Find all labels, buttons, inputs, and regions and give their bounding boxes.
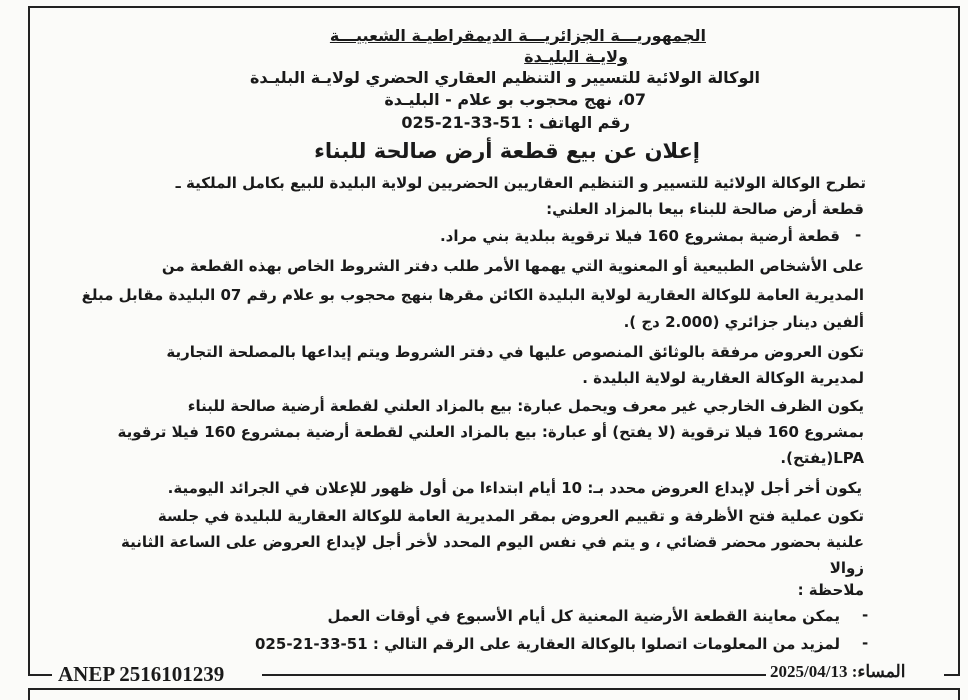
header-republic: الجمهوريـــة الجزائريـــة الديمقراطيـة الشعبيـــة bbox=[329, 26, 706, 45]
body-p5b: بمشروع 160 فيلا ترقوية (لا يفتح) أو عبارة: بيع بالمزاد العلني لقطعة أرضية بمشروع 160 فيلا ترقوية bbox=[117, 423, 864, 441]
body-p7b: علنية بحضور محضر قضائي ، و يتم في نفس اليوم المحدد لأخر أجل لإيداع العروض على الساعة الثانية bbox=[121, 533, 864, 551]
bullet-plot: قطعة أرضية بمشروع 160 فيلا ترقوية ببلدية بني مراد. bbox=[439, 227, 840, 245]
body-intro: تطرح الوكالة الولائية للتسيير و التنظيم العقاريين الحضريين لولاية البليدة للبيع بكامل الملكية ـ bbox=[175, 174, 866, 192]
body-p3b: المديرية العامة للوكالة العقارية لولاية البليدة الكائن مقرها بنهج محجوب بو علام رقم 07 البليدة مقابل مبلغ bbox=[81, 286, 864, 304]
body-p7c: زوالا bbox=[829, 559, 864, 577]
publication-date: المساء: 2025/04/13 bbox=[770, 662, 906, 681]
body-p7a: تكون عملية فتح الأظرفة و تقييم العروض بمقر المديرية العامة للوكالة العقارية للبليدة في جلسة bbox=[157, 507, 864, 525]
bullet-dash: - bbox=[862, 606, 869, 624]
announcement-title: إعلان عن بيع قطعة أرض صالحة للبناء bbox=[314, 139, 700, 163]
footer-rule-left bbox=[30, 674, 52, 676]
footer-rule-middle bbox=[262, 674, 766, 676]
bullet-dash: - bbox=[862, 634, 869, 652]
body-p5c: LPA(يفتح). bbox=[780, 449, 864, 467]
body-p4b: لمديرية الوكالة العقارية لولاية البليدة . bbox=[582, 369, 864, 387]
note-label: ملاحظة : bbox=[797, 581, 864, 599]
bullet-contact: لمزيد من المعلومات اتصلوا بالوكالة العقارية على الرقم التالي : 51-33-21-025 bbox=[255, 635, 840, 653]
header-address: 07، نهج محجوب بو علام - البليـدة bbox=[384, 90, 646, 109]
body-plot-auction: قطعة أرض صالحة للبناء بيعا بالمزاد العلني: bbox=[546, 200, 864, 218]
body-p4a: تكون العروض مرفقة بالوثائق المنصوص عليها في دفتر الشروط ويتم إيداعها بالمصلحة التجارية bbox=[166, 343, 864, 361]
bullet-inspection: يمكن معاينة القطعة الأرضية المعنية كل أيام الأسبوع في أوقات العمل bbox=[327, 607, 840, 625]
header-wilaya: ولايـة البليـدة bbox=[524, 47, 628, 66]
body-p3c: ألفين دينار جزائري (2.000 دج ). bbox=[623, 313, 864, 331]
body-p5a: يكون الظرف الخارجي غير معرف ويحمل عبارة: بيع بالمزاد العلني لقطعة أرضية صالحة للبناء bbox=[187, 397, 864, 415]
footer-rule-right bbox=[944, 674, 958, 676]
body-deadline: يكون أخر أجل لإيداع العروض محدد بـ: 10 أيام ابتداءا من أول ظهور للإعلان في الجرائد اليومية. bbox=[167, 479, 862, 497]
header-agency: الوكالة الولائية للتسيير و التنظيم العقاري الحضري لولايـة البليـدة bbox=[249, 68, 760, 87]
bullet-dash: - bbox=[855, 226, 862, 244]
header-phone: رقم الهاتف : 51-33-21-025 bbox=[401, 113, 630, 132]
anep-reference: ANEP 2516101239 bbox=[58, 662, 225, 686]
body-p3a: على الأشخاص الطبيعية أو المعنوية التي يهمها الأمر طلب دفتر الشروط الخاص بهذه القطعة من bbox=[161, 257, 864, 275]
next-announcement-edge bbox=[28, 688, 960, 700]
